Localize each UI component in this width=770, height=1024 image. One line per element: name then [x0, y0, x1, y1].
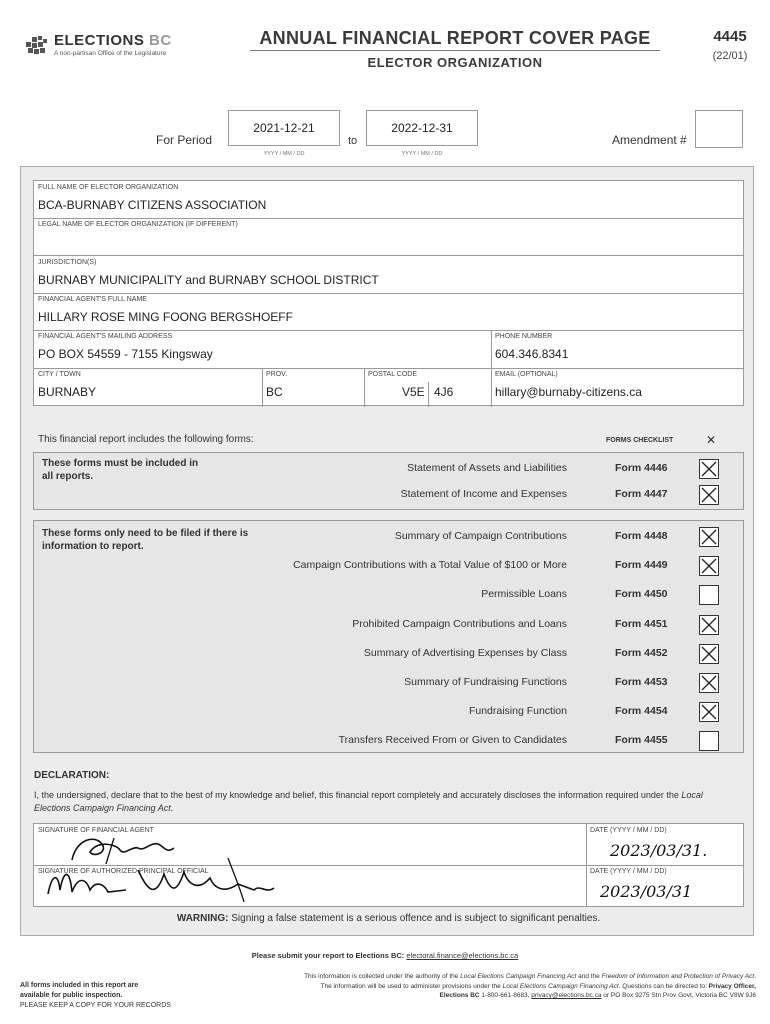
agent-name-value[interactable]: HILLARY ROSE MING FOONG BERGSHOEFF	[38, 310, 293, 324]
form-number-label: Form 4447	[615, 488, 668, 500]
form-checklist-row	[34, 585, 743, 607]
form-number-label: Form 4454	[615, 705, 668, 718]
org-tagline: A non-partisan Office of the Legislature	[54, 50, 167, 57]
prov-label: PROV.	[266, 371, 288, 378]
email-value[interactable]: hillary@burnaby-citizens.ca	[495, 385, 642, 399]
sig-agent-label: SIGNATURE OF FINANCIAL AGENT	[38, 827, 154, 834]
check-x-icon	[700, 616, 718, 634]
privacy-text-3: . The information will be used to administer provisions under the	[320, 973, 756, 990]
form-checkbox[interactable]	[699, 731, 719, 751]
principal-date-label: DATE (YYYY / MM / DD)	[590, 868, 667, 875]
form-checkbox[interactable]	[699, 585, 719, 605]
page-subtitle: ELECTOR ORGANIZATION	[367, 55, 543, 70]
check-x-icon	[700, 645, 718, 663]
privacy-act-2: Freedom of Information and Protection of Privacy Act	[601, 973, 755, 980]
submit-instructions	[0, 951, 770, 960]
agent-name-label: FINANCIAL AGENT'S FULL NAME	[38, 296, 147, 303]
form-checkbox[interactable]	[699, 702, 719, 722]
elections-bc-logo	[24, 32, 204, 66]
form-checkbox[interactable]	[699, 459, 719, 479]
logo-emblem-icon	[24, 34, 50, 60]
optional-forms-note: These forms only need to be filed if there is information to report.	[42, 528, 249, 552]
declaration-text-body: I, the undersigned, declare that to the best of my knowledge and belief, this financial report completely and accurately discloses the information required under the	[34, 790, 682, 800]
checklist-x-icon: ✕	[706, 433, 717, 447]
privacy-officer: Privacy Officer, Elections BC	[439, 982, 756, 999]
privacy-email-link[interactable]: privacy@elections.bc.ca	[531, 992, 602, 999]
form-checkbox[interactable]	[699, 615, 719, 635]
agent-signature-date[interactable]: 2023/03/31.	[610, 841, 708, 860]
check-x-icon	[700, 557, 718, 575]
signature-block	[33, 823, 744, 907]
org-name: ELECTIONS	[54, 32, 145, 49]
forms-intro: This financial report includes the following forms:	[38, 434, 254, 445]
footer-public-notice	[20, 981, 171, 1011]
full-name-label: FULL NAME OF ELECTOR ORGANIZATION	[38, 184, 179, 191]
form-version: (22/01)	[712, 50, 748, 62]
principal-signature-date[interactable]: 2023/03/31	[600, 882, 693, 901]
required-forms-note: These forms must be included in all reports.	[42, 458, 199, 482]
check-x-icon	[700, 528, 718, 546]
privacy-act-1: Local Elections Campaign Financing Act	[460, 973, 577, 980]
warning-label: WARNING:	[176, 913, 229, 924]
privacy-text-1: This information is collected under the authority of the	[304, 973, 461, 980]
address-label: FINANCIAL AGENT'S MAILING ADDRESS	[38, 333, 173, 340]
form-checklist-row	[34, 527, 743, 549]
form-number-label: Form 4450	[615, 588, 668, 601]
phone-value[interactable]: 604.346.8341	[495, 347, 569, 361]
form-checkbox[interactable]	[699, 556, 719, 576]
form-number-label: Form 4449	[615, 559, 668, 572]
form-checklist-row	[34, 615, 743, 637]
form-number-label: Form 4448	[615, 530, 668, 542]
privacy-text-4: . Questions can be directed to:	[618, 982, 709, 990]
page-title: ANNUAL FINANCIAL REPORT COVER PAGE	[259, 28, 651, 48]
declaration-act-name: Local Elections Campaign Financing Act	[34, 790, 703, 813]
declaration-title: DECLARATION:	[34, 770, 110, 781]
privacy-address: or PO Box 9275 Stn Prov Govt, Victoria BC V8W 9J6	[601, 992, 756, 999]
legal-name-label: LEGAL NAME OF ELECTOR ORGANIZATION (IF DIFFERENT)	[38, 221, 238, 228]
form-number: 4445	[713, 28, 747, 45]
form-checklist-row	[34, 702, 743, 724]
city-value[interactable]: BURNABY	[38, 385, 97, 399]
form-number-label: Form 4451	[615, 617, 668, 630]
form-description: Fundraising Function	[468, 705, 567, 718]
form-description: Prohibited Campaign Contributions and Loans	[352, 617, 567, 630]
form-checklist-row	[34, 644, 743, 666]
check-x-icon	[700, 703, 718, 721]
period-start-hint: YYYY / MM / DD	[263, 151, 305, 157]
required-forms-group	[33, 452, 744, 510]
check-x-icon	[700, 486, 718, 504]
public-inspection-line-1: All forms included in this report are	[20, 982, 139, 989]
form-checkbox[interactable]	[699, 527, 719, 547]
period-to-label: to	[348, 135, 358, 147]
privacy-notice	[300, 972, 756, 1001]
phone-label: PHONE NUMBER	[495, 333, 553, 340]
form-description: Statement of Assets and Liabilities	[407, 462, 567, 474]
organization-info-block	[33, 180, 744, 406]
city-label: CITY / TOWN	[38, 371, 81, 378]
public-inspection-line-2: available for public inspection.	[20, 992, 123, 999]
declaration-text	[34, 789, 724, 815]
sig-principal-label: SIGNATURE OF AUTHORIZED PRINCIPAL OFFICIAL	[38, 868, 209, 875]
full-name-value[interactable]: BCA-BURNABY CITIZENS ASSOCIATION	[38, 198, 267, 212]
warning-notice	[33, 913, 744, 924]
form-number-label: Form 4446	[615, 462, 668, 474]
declaration-text-end: .	[170, 803, 174, 813]
check-x-icon	[700, 674, 718, 692]
privacy-act-3: Local Elections Campaign Financing Act	[502, 982, 619, 990]
form-checklist-row	[34, 556, 743, 578]
form-number-label: Form 4453	[615, 676, 668, 688]
keep-copy-note: PLEASE KEEP A COPY FOR YOUR RECORDS	[20, 1002, 171, 1009]
jurisdictions-label: JURISDICTION(S)	[38, 259, 97, 266]
form-number-label: Form 4452	[615, 646, 668, 659]
forms-checklist-header: FORMS CHECKLIST	[606, 437, 674, 444]
form-checkbox[interactable]	[699, 644, 719, 664]
form-checklist-row	[34, 731, 743, 753]
address-value[interactable]: PO BOX 54559 - 7155 Kingsway	[38, 347, 213, 361]
check-x-icon	[700, 460, 718, 478]
org-name-suffix: BC	[149, 32, 172, 49]
privacy-text-2: and the	[576, 973, 602, 980]
form-checkbox[interactable]	[699, 673, 719, 693]
amendment-field[interactable]	[695, 110, 743, 148]
postal-value-first[interactable]: V5E	[402, 385, 425, 399]
email-label: EMAIL (OPTIONAL)	[495, 371, 558, 378]
form-checklist-row	[34, 459, 743, 481]
form-checklist-row	[34, 673, 743, 695]
form-number-label: Form 4455	[615, 734, 668, 747]
title-divider	[250, 50, 660, 51]
agent-date-label: DATE (YYYY / MM / DD)	[590, 827, 667, 834]
form-description: Transfers Received From or Given to Candidates	[338, 734, 567, 747]
form-description: Summary of Fundraising Functions	[404, 676, 567, 688]
principal-official-signature[interactable]	[38, 854, 298, 906]
postal-label: POSTAL CODE	[368, 371, 418, 378]
optional-forms-group	[33, 520, 744, 753]
form-checklist-row	[34, 485, 743, 507]
form-description: Campaign Contributions with a Total Value of $100 or More	[293, 559, 567, 572]
form-checkbox[interactable]	[699, 485, 719, 505]
form-description: Permissible Loans	[481, 588, 567, 601]
form-description: Summary of Campaign Contributions	[394, 530, 567, 542]
period-label: For Period	[156, 133, 213, 147]
warning-text: Signing a false statement is a serious offence and is subject to significant penalties.	[231, 913, 601, 924]
period-start-field[interactable]: 2021-12-21	[228, 110, 340, 146]
prov-value[interactable]: BC	[266, 385, 283, 399]
period-end-hint: YYYY / MM / DD	[401, 151, 443, 157]
period-end-field[interactable]: 2022-12-31	[366, 110, 478, 146]
privacy-contact: 1-800-661-8683,	[479, 992, 532, 999]
amendment-label: Amendment #	[612, 133, 687, 147]
submit-email-link[interactable]: electoral.finance@elections.bc.ca	[406, 951, 519, 960]
postal-value-second[interactable]: 4J6	[434, 385, 454, 399]
jurisdictions-value[interactable]: BURNABY MUNICIPALITY and BURNABY SCHOOL DISTRICT	[38, 273, 379, 287]
submit-prefix: Please submit your report to Elections BC:	[251, 951, 405, 960]
form-description: Statement of Income and Expenses	[400, 488, 567, 500]
form-description: Summary of Advertising Expenses by Class	[363, 646, 567, 659]
